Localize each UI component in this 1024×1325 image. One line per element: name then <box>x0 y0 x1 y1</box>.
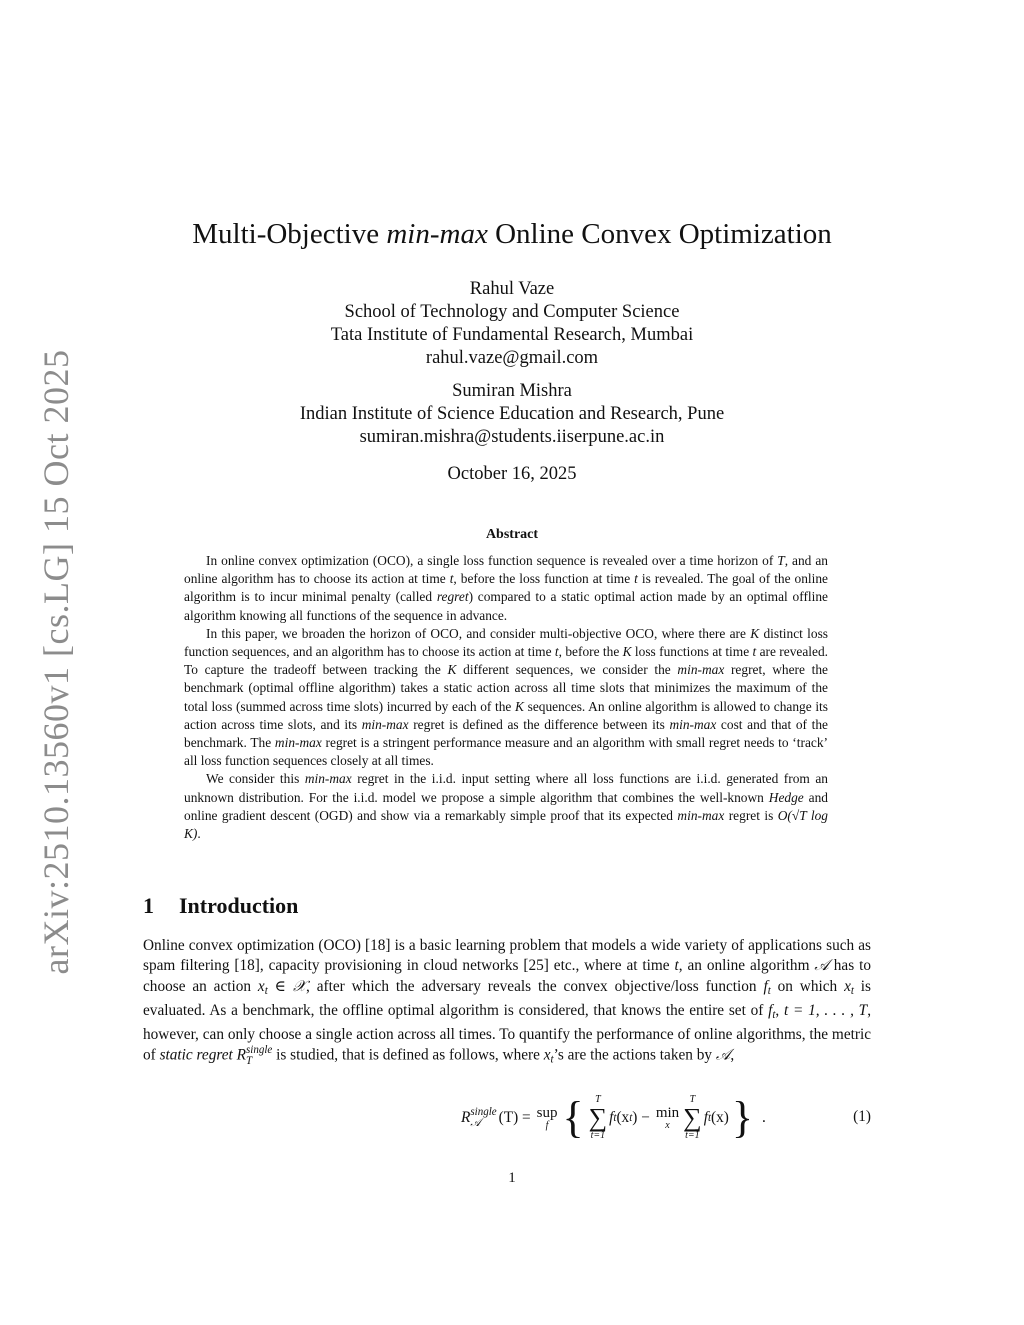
arxiv-stamp: arXiv:2510.13560v1 [cs.LG] 15 Oct 2025 <box>36 349 76 975</box>
equation-body: R single 𝒜 (T) = sup f { T ∑ t=1 f t (x t ) − min x T ∑ t=1 f t (x) } . <box>461 1093 766 1142</box>
author-email[interactable]: rahul.vaze@gmail.com <box>425 348 599 368</box>
equation-1 <box>143 1086 871 1150</box>
author-name: Sumiran Mishra <box>452 381 572 401</box>
paper-date: October 16, 2025 <box>447 464 577 484</box>
author-block-1 <box>0 278 1024 370</box>
author-affiliation: School of Technology and Computer Science <box>344 302 680 322</box>
author-block-2 <box>0 380 1024 449</box>
author-affiliation: Tata Institute of Fundamental Research, Mumbai <box>330 325 694 345</box>
page-number: 1 <box>508 1170 516 1186</box>
abstract-paragraph: In online convex optimization (OCO), a single loss function sequence is revealed over a time horizon of T, and an online algorithm has to choose its action at time t, before the loss function at time t is revealed. The goal of the online algorithm is to incur minimal penalty (called regret) compared to a static optimal action made by an optimal offline algorithm knowing all functions of the sequence in advance. <box>184 553 829 623</box>
abstract-text <box>184 552 828 843</box>
abstract-paragraph: In this paper, we broaden the horizon of OCO, and consider multi-objective OCO, where there are K distinct loss function sequences, and an algorithm has to choose its action at time t, before the K loss functions at time t are revealed. To capture the tradeoff between tracking the K different sequences, we consider the min-max regret, where the benchmark (optimal offline algorithm) takes a static action across all time slots that minimizes the maximum of the total loss (summed across time slots) incurred by each of the K sequences. An online algorithm is allowed to change its action across time slots, and its min-max regret is defined as the difference between its min-max cost and that of the benchmark. The min-max regret is a stringent performance measure and an algorithm with small regret needs to ‘track’ all loss function sequences closely at all times. <box>184 625 828 769</box>
page-title: Multi-Objective min-max Online Convex Optimization <box>192 218 832 250</box>
intro-paragraph: Online convex optimization (OCO) [18] is a basic learning problem that models a wide variety of applications such as spam filtering [18], capacity provisioning in cloud networks [25] etc., where at time t, an online algorithm 𝒜 has to choose an action $x_t$ ∈ 𝒳, after which the adversary reveals the convex objective/loss function $f_t$ on which $x_t$ is evaluated. As a benchmark, the offline optimal algorithm is considered, that knows the entire set of $f_t$, t = 1, . . . , T, however, can only choose a single action across all times. To quantify the performance of online algorithms, the metric of static regret R single T is studied, that is defined as follows, where $x_t’s$ are the actions taken by 𝒜, <box>143 937 872 1067</box>
author-email[interactable]: sumiran.mishra@students.iiserpune.ac.in <box>359 427 665 447</box>
author-name: Rahul Vaze <box>469 279 555 299</box>
author-affiliation: Indian Institute of Science Education and Research, Pune <box>299 404 725 424</box>
regret-bound: O(√T log K) <box>184 807 828 842</box>
section-heading: 1 Introduction <box>143 893 299 918</box>
abstract-heading: Abstract <box>485 527 539 542</box>
equation-number: (1) <box>853 1108 871 1125</box>
abstract-paragraph: We consider this min-max regret in the i.i.d. input setting where all loss functions are i.i.d. generated from an unknown distribution. For the i.i.d. model we propose a simple algorithm that combines the well-known Hedge and online gradient descent (OGD) and show via a remarkably simple proof that its expected min-max regret is O(√T log K). <box>184 771 829 842</box>
